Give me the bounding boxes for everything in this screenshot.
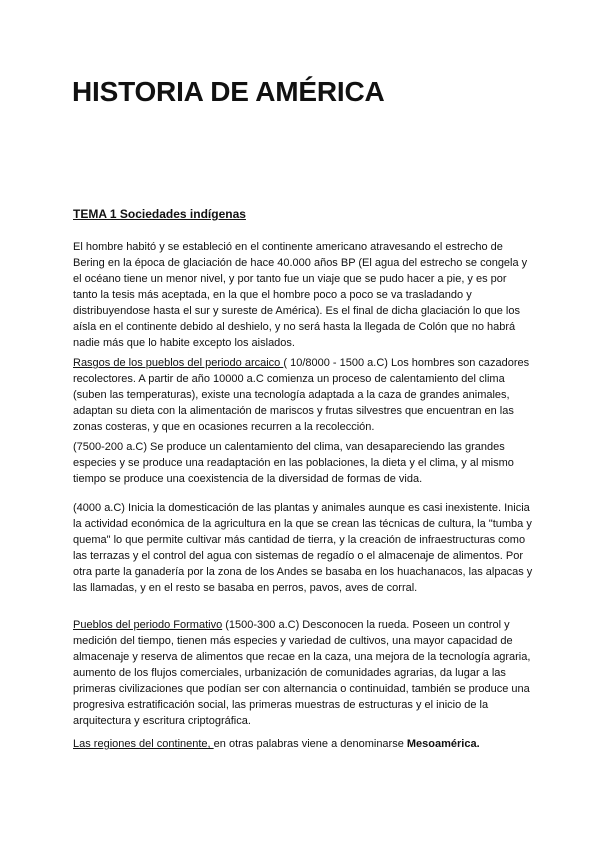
paragraph-formativo — [73, 617, 533, 729]
paragraph-calentamiento — [73, 439, 533, 487]
paragraph-text: en otras palabras viene a denominarse — [213, 738, 407, 750]
document-title: HISTORIA DE AMÉRICA — [72, 76, 385, 107]
paragraph-lead-underlined: Pueblos del periodo Formativo — [73, 619, 223, 631]
section-heading: TEMA 1 Sociedades indígenas — [73, 207, 246, 221]
paragraph-text: El hombre habitó y se estableció en el continente americano atravesando el estrecho de Bering en la época de glaciación de hace 40.000 años BP (El agua del estrecho se congela y el océano tiene un menor nivel, y por tanto fue un viaje que se pudo hacer a pie, y es por tanto la tesis más aceptada, en la que el hombre poco a poco se va trasladando y distribuyendose hasta el sur y sureste de América). Es el final de dicha glaciación lo que los aísla en el continente debido al deshielo, y no será hasta la llegada de Colón que no habrá nadie más que lo habite excepto los aislados. — [73, 241, 528, 349]
paragraph-lead-underlined: Las regiones del continente, — [73, 738, 214, 750]
paragraph-text: (1500-300 a.C) Desconocen la rueda. Poseen un control y medición del tiempo, tienen más especies y variedad de cultivos, una mayor capacidad de almacenaje y reserva de alimentos que recae en la caza, una mejora de la tecnología agraria, aumento de los flujos comerciales, urbanización de comunidades agrarias, da lugar a las primeras civilizaciones que podían ser con alternancia o continuidad, también se produce una progresiva estratificación social, las primeras muestras de estructuras y el inicio de la arquitectura y escritura criptográfica. — [73, 619, 531, 727]
paragraph-lead-underlined: Rasgos de los pueblos del periodo arcaico — [73, 357, 284, 369]
paragraph-text: (4000 a.C) Inicia la domesticación de las plantas y animales aunque es casi inexistente. Inicia la actividad económica de la agricultura en la que se crean las técnicas de cultura, la "tumba y quema" lo que permite cultivar más cantidad de tierra, y la creación de infraestructuras como las terrazas y el control del agua con sistemas de regadío o el almacenaje de alimentos. Por otra parte la ganadería por la zona de los Andes se basaba en los huachanacos, las alpacas y las llamadas, y en el resto se basaba en perros, pavos, aves de corral. — [73, 502, 533, 594]
paragraph-regiones — [73, 736, 533, 752]
paragraph-domesticacion — [73, 500, 533, 596]
paragraph-bering — [73, 239, 533, 351]
paragraph-text: (7500-200 a.C) Se produce un calentamiento del clima, van desapareciendo las grandes especies y se produce una readaptación en las poblaciones, la dieta y el clima, y al mismo tiempo se produce una coexistencia de la diversidad de formas de vida. — [73, 441, 514, 485]
mesoamerica-term: Mesoamérica. — [406, 738, 480, 750]
paragraph-text: ( 10/8000 - 1500 a.C) Los hombres son cazadores recolectores. A partir de año 10000 a.C comienza un proceso de calentamiento del clima (suben las temperaturas), existe una tecnología adaptada a la caza de grandes animales, adaptan su dieta con la alimentación de mariscos y frutas silvestres que encuentran en las zonas costeras, y que en ocasiones recurren a la recolección. — [73, 357, 530, 433]
paragraph-arcaico — [73, 355, 533, 435]
